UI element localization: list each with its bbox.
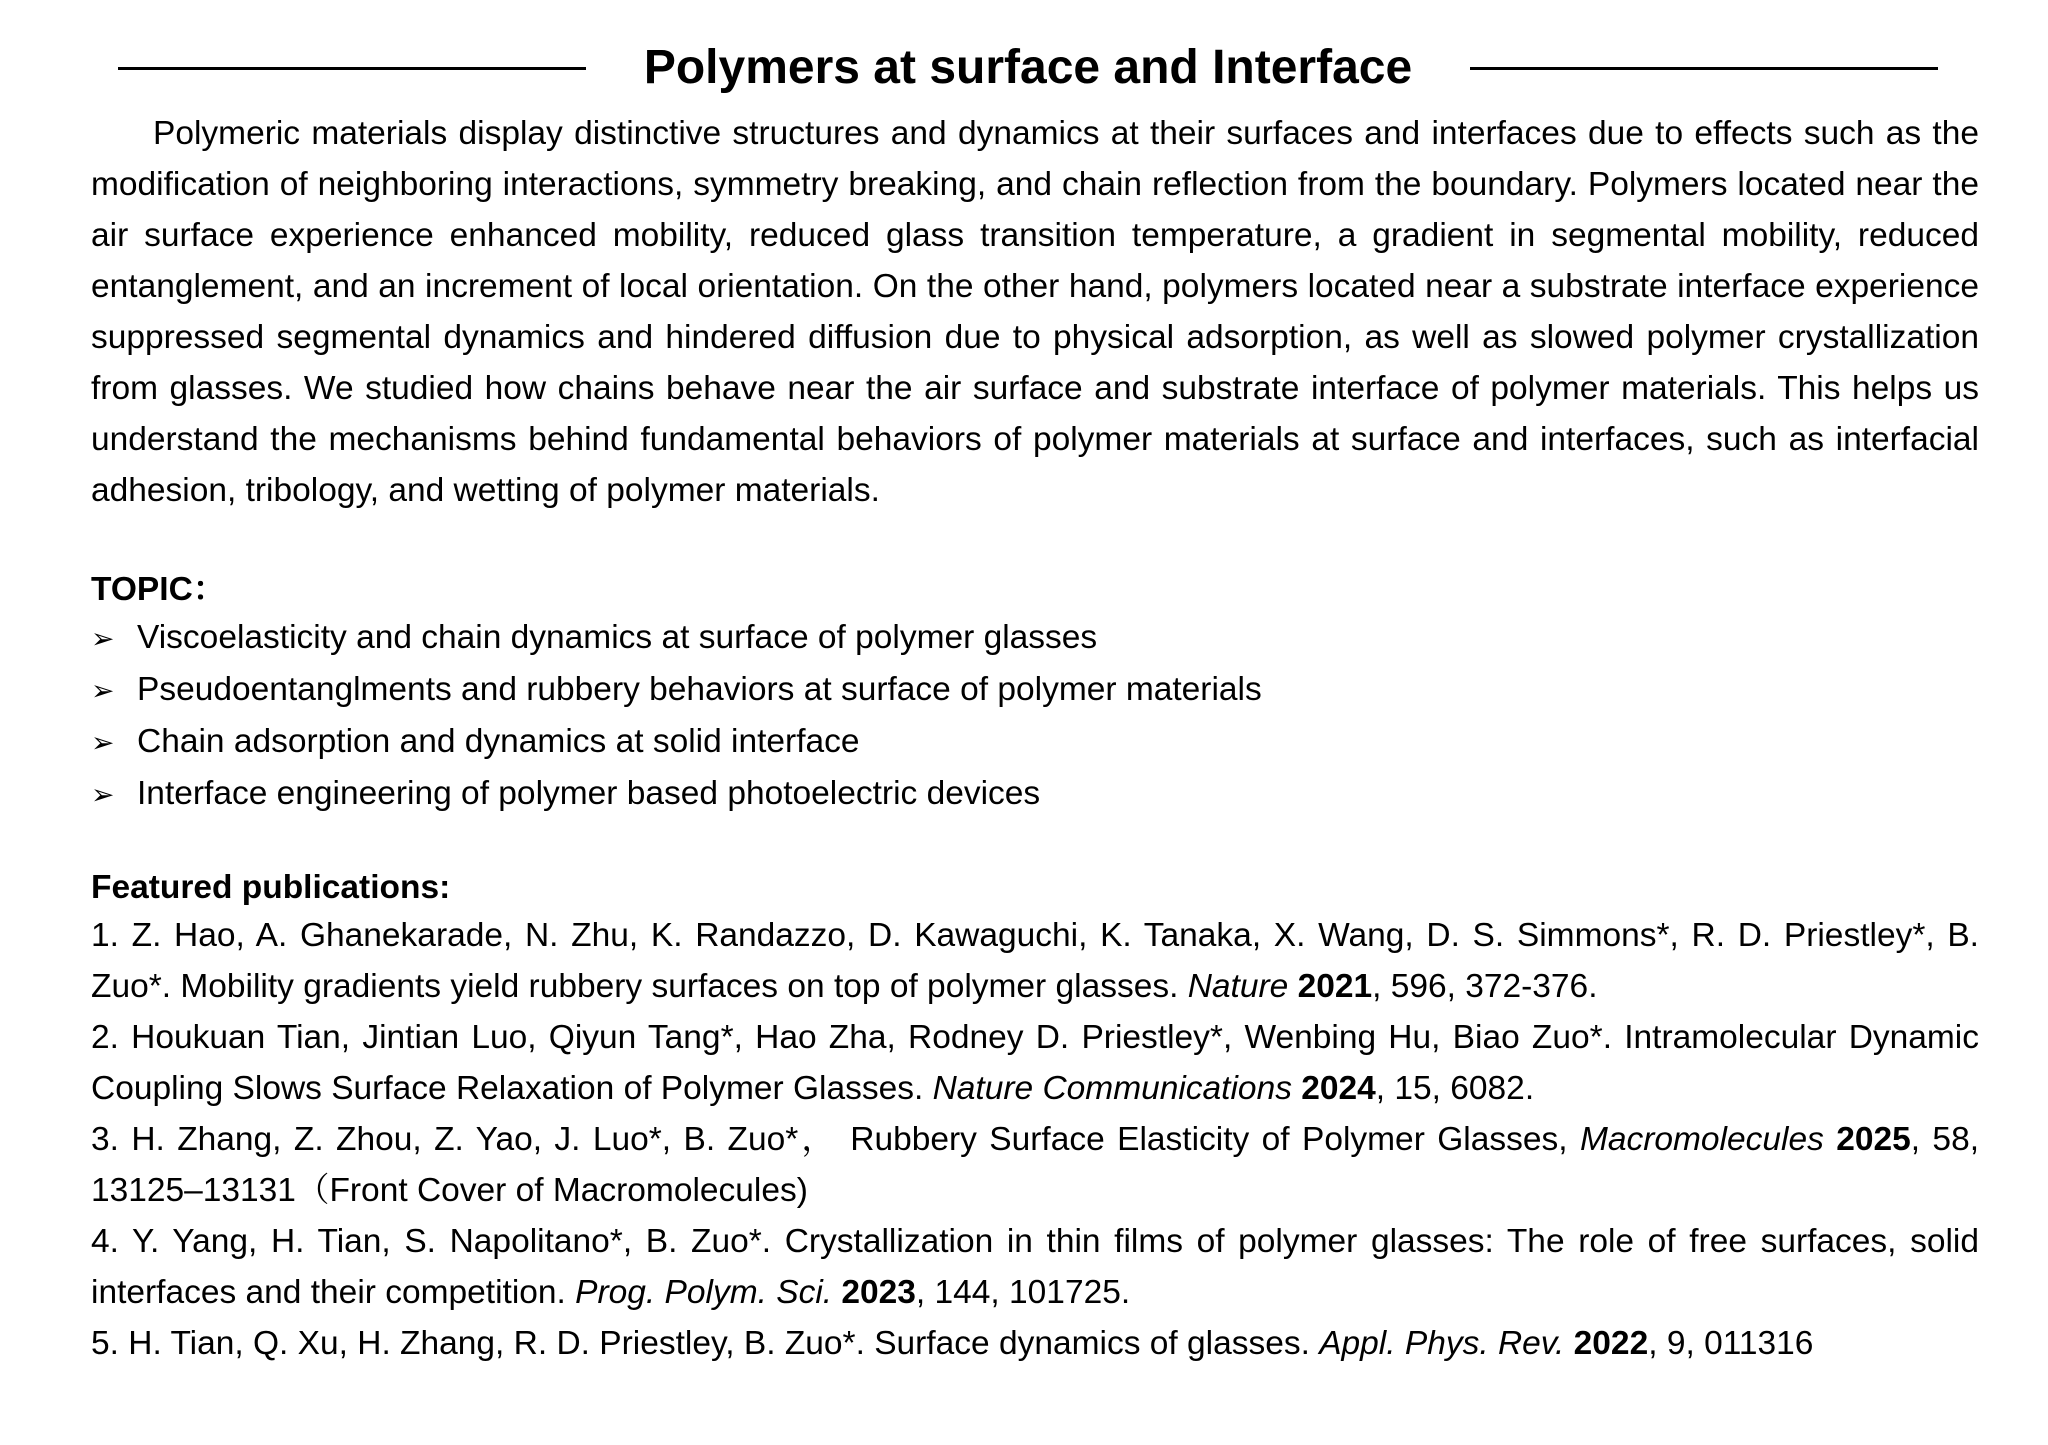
title-rule-left — [118, 67, 586, 70]
title-rule-right — [1470, 67, 1938, 70]
publication-text: 2. Houkuan Tian, Jintian Luo, Qiyun Tang*, Hao Zha, Rodney D. Priestley*, Wenbing Hu, Biao Zuo*. Intramolecular Dynamic Coupling Slows Surface Relaxation of Polymer Glasses. — [91, 1019, 1979, 1107]
publication-journal: Macromolecules — [1579, 1121, 1824, 1158]
title-row — [118, 38, 1938, 98]
publication-journal: Prog. Polym. Sci. — [575, 1274, 833, 1311]
publications-heading: Featured publications: — [91, 869, 451, 906]
publication-entry — [91, 910, 1979, 1012]
topic-heading: TOPIC： — [91, 571, 227, 608]
topic-item — [91, 716, 1979, 768]
publication-journal: Nature — [1187, 968, 1289, 1005]
publication-text: 1. Z. Hao, A. Ghanekarade, N. Zhu, K. Randazzo, D. Kawaguchi, K. Tanaka, X. Wang, D. S. Simmons*, R. D. Priestley*, B. Zuo*. Mobility gradients yield rubbery surfaces on top of polymer glasses. — [91, 917, 1979, 1005]
arrow-bullet-icon: ➢ — [91, 727, 115, 758]
arrow-bullet-icon: ➢ — [91, 623, 115, 654]
topic-item — [91, 768, 1979, 820]
publication-year: 2021 — [1297, 968, 1373, 1005]
publication-entry — [91, 1012, 1979, 1114]
topic-item-text: Interface engineering of polymer based photoelectric devices — [137, 775, 1041, 812]
publication-year: 2025 — [1836, 1121, 1911, 1158]
publication-journal: Nature Communications — [932, 1070, 1292, 1107]
publication-year: 2022 — [1573, 1325, 1649, 1362]
topic-item — [91, 612, 1979, 664]
content-body — [91, 108, 1979, 1369]
publication-text: 4. Y. Yang, H. Tian, S. Napolitano*, B. Zuo*. Crystallization in thin films of polymer glasses: The role of free surfaces, solid interfaces and their competition. — [91, 1223, 1979, 1311]
publication-tail: , 9, 011316 — [1648, 1325, 1814, 1362]
publication-entry — [91, 1216, 1979, 1318]
publication-tail: , 144, 101725. — [915, 1274, 1131, 1311]
publication-year: 2024 — [1301, 1070, 1376, 1107]
publication-tail: , 58, 13125–13131（Front Cover of Macromolecules) — [91, 1121, 1980, 1209]
topic-item-text: Chain adsorption and dynamics at solid interface — [137, 723, 860, 760]
publication-entry — [91, 1318, 1979, 1369]
arrow-bullet-icon: ➢ — [91, 779, 115, 810]
topic-item-text: Viscoelasticity and chain dynamics at surface of polymer glasses — [137, 619, 1098, 656]
intro-paragraph: Polymeric materials display distinctive structures and dynamics at their surfaces and interfaces due to effects such as the modification of neighboring interactions, symmetry breaking, and chain reflection from the boundary. Polymers located near the air surface experience enhanced mobility, reduced glass transition temperature, a gradient in segmental mobility, reduced entanglement, and an increment of local orientation. On the other hand, polymers located near a substrate interface experience suppressed segmental dynamics and hindered diffusion due to physical adsorption, as well as slowed polymer crystallization from glasses. We studied how chains behave near the air surface and substrate interface of polymer materials. This helps us understand the mechanisms behind fundamental behaviors of polymer materials at surface and interfaces, such as interfacial adhesion, tribology, and wetting of polymer materials. — [91, 115, 1979, 509]
publication-year: 2023 — [841, 1274, 916, 1311]
arrow-bullet-icon: ➢ — [91, 675, 115, 706]
publication-entry — [91, 1114, 1979, 1216]
publication-text: 3. H. Zhang, Z. Zhou, Z. Yao, J. Luo*, B. Zuo*， Rubbery Surface Elasticity of Polymer Glasses, — [91, 1121, 1580, 1158]
page-title: Polymers at surface and Interface — [643, 41, 1413, 94]
topic-item-text: Pseudoentanglments and rubbery behaviors at surface of polymer materials — [137, 671, 1262, 708]
topic-list — [91, 612, 1979, 820]
publication-text: 5. H. Tian, Q. Xu, H. Zhang, R. D. Priestley, B. Zuo*. Surface dynamics of glasses. — [91, 1325, 1320, 1362]
publication-journal: Appl. Phys. Rev. — [1319, 1325, 1565, 1362]
publication-tail: , 15, 6082. — [1375, 1070, 1535, 1107]
publication-tail: , 596, 372-376. — [1372, 968, 1598, 1005]
topic-item — [91, 664, 1979, 716]
